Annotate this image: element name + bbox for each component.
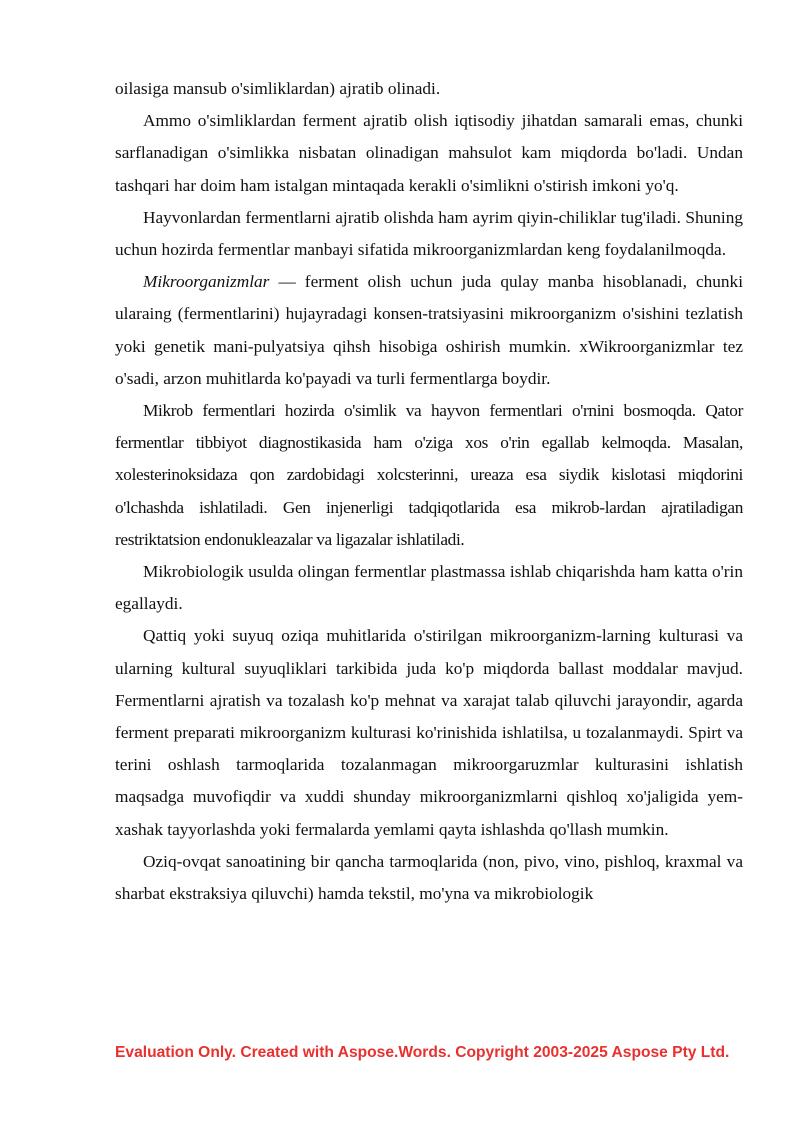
evaluation-watermark: Evaluation Only. Created with Aspose.Words. Copyright 2003-2025 Aspose Pty Ltd. (115, 1044, 730, 1061)
paragraph-2: Ammo o'simliklardan ferment ajratib olish iqtisodiy jihatdan samarali emas, chunki sarflanadigan o'simlikka nisbatan olinadigan mahsulot kam miqdorda bo'ladi. Undan tashqari har doim ham istalgan mintaqada kerakli o'simlikni o'stirish imkoni yo'q. (115, 111, 743, 195)
paragraph-4-text: — ferment olish uchun juda qulay manba hisoblanadi, chunki ularaing (fermentlarini) hujayradagi konsen-tratsiyasini mikroorganizm o'sishini tezlatish yoki genetik mani-pulyatsiya qihsh hisobiga oshirish mumkin. xWikroorganizmlar tez o'sadi, arzon muhitlarda ko'payadi va turli fermentlarga boydir. (115, 272, 743, 388)
paragraph-5: Mikrob fermentlari hozirda o'simlik va hayvon fermentlari o'rnini bosmoqda. Qator fermentlar tibbiyot diagnostikasida ham o'ziga xos o'rin egallab kelmoqda. Masalan, xolesterinoksidaza qon zardobidagi xolcsterinni, ureaza esa siydik kislotasi miqdorini o'lchashda ishlatiladi. Gen injenerligi tadqiqotlarida esa mikrob-lardan ajratiladigan restriktatsion endonukleazalar va ligazalar ishlatiladi. (115, 401, 743, 549)
paragraph-6: Mikrobiologik usulda olingan fermentlar plastmassa ishlab chiqarishda ham katta o'rin egallaydi. (115, 562, 743, 614)
paragraph-3: Hayvonlardan fermentlarni ajratib olishda ham ayrim qiyin-chiliklar tug'iladi. Shuning uchun hozirda fermentlar manbayi sifatida mikroorganizmlardan keng foydalanilmoqda. (115, 207, 743, 260)
document-body (115, 73, 743, 910)
paragraph-8: Oziq-ovqat sanoatining bir qancha tarmoqlarida (non, pivo, vino, pishloq, kraxmal va sharbat ekstraksiya qiluvchi) hamda tekstil, mo'yna va mikrobiologik (115, 851, 743, 904)
paragraph-1: oilasiga mansub o'simliklardan) ajratib olinadi. (115, 79, 441, 98)
paragraph-4 (115, 266, 743, 395)
italic-term: Mikroorganizmlar (143, 272, 270, 292)
paragraph-7: Qattiq yoki suyuq oziqa muhitlarida o'stirilgan mikroorganizm-larning kulturasi va ularning kultural suyuqliklari tarkibida juda ko'p miqdorda ballast moddalar mavjud. Fermentlarni ajratish va tozalash ko'p mehnat va xarajat talab qiluvchi jarayondir, agarda ferment preparati mikroorganizm kulturasi ko'rinishida ishlatilsa, u tozalanmaydi. Spirt va terini oshlash tarmoqlarida tozalanmagan mikroorgaruzmlar kulturasini ishlatish maqsadga muvofiqdir va xuddi shunday mikroorganizmlarni qishloq xo'jaligida yem-xashak tayyorlashda yoki fermalarda yemlami qayta ishlashda qo'llash mumkin. (115, 626, 743, 839)
